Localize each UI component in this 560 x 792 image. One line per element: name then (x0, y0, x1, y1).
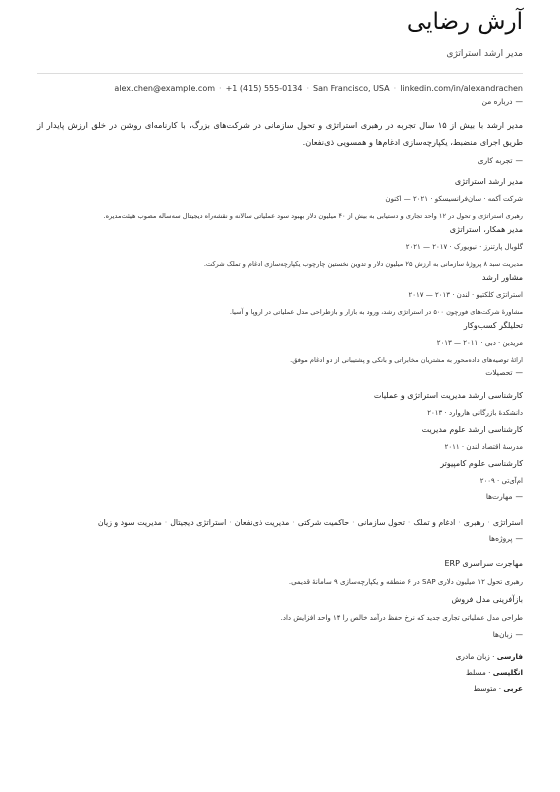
job-meta: استراتژی کلکتیو · لندن · ۲۰۱۳ — ۲۰۱۷ (408, 291, 523, 299)
language-item: فارسی · زبان مادری (455, 652, 523, 661)
project-description: طراحی مدل عملیاتی تجاری جدید که نرخ حفظ درآمد خالص را ۱۴ واحد افزایش داد. (280, 614, 523, 622)
job-meta: شرکت آکمه · سان‌فرانسیسکو · ۲۰۲۱ — اکنون (385, 195, 523, 203)
job-meta: مریدین · دبی · ۲۰۱۱ — ۲۰۱۳ (436, 339, 523, 347)
candidate-title: مدیر ارشد استراتژی (446, 49, 523, 59)
skills-list: استراتژی·رهبری·ادغام و تملک·تحول سازمانی·حاکمیت شرکتی·مدیریت ذی‌نفعان·استراتژی دیجیتال·مدیریت سود و زیان (97, 518, 523, 527)
language-item: انگلیسی · مسلط (466, 668, 523, 677)
job-description: رهبری استراتژی و تحول در ۱۲ واحد تجاری و دستیابی به بیش از ۴۰ میلیون دلار بهبود سود عملیاتی سالانه و نقشه‌راه دیجیتال سه‌ساله مصوب هیئت‌مدیره. (103, 212, 523, 220)
education-meta: مدرسهٔ اقتصاد لندن · ۲۰۱۱ (444, 443, 523, 451)
language-name: عربی (503, 684, 523, 693)
section-heading-projects: —پروژه‌ها (488, 534, 523, 543)
contact-phone[interactable]: +1 (415) 555-0134 (225, 84, 303, 93)
skill-tag: تحول سازمانی (357, 518, 405, 527)
project-item (37, 557, 523, 588)
separator-dot: · (393, 84, 397, 93)
education-item (37, 423, 523, 453)
skill-tag: مدیریت سود و زیان (97, 518, 162, 527)
section-heading-experience: —تجربه کاری (477, 156, 523, 165)
education-item (37, 389, 523, 419)
language-level: متوسط (473, 684, 497, 693)
candidate-name: آرش رضایی (406, 9, 523, 35)
project-description: رهبری تحول ۱۲ میلیون دلاری SAP در ۶ منطقه و یکپارچه‌سازی ۹ سامانهٔ قدیمی. (288, 578, 523, 586)
summary-text: مدیر ارشد با بیش از ۱۵ سال تجربه در رهبری استراتژی و تحول سازمانی در شرکت‌های بزرگ، با کارنامه‌ای روشن در خلق ارزش پایدار از طریق اجرای منضبط، یکپارچه‌سازی ادغام‌ها و همسویی ذی‌نفعان. (37, 120, 523, 147)
separator-dot: · (306, 84, 310, 93)
job-title: مدیر ارشد استراتژی (454, 177, 523, 186)
section-heading-education: —تحصیلات (485, 368, 523, 377)
language-name: انگلیسی (492, 668, 523, 677)
experience-item (37, 319, 523, 366)
education-degree: کارشناسی علوم کامپیوتر (440, 459, 523, 468)
job-meta: گلوبال پارتنرز · نیویورک · ۲۰۱۷ — ۲۰۲۱ (405, 243, 523, 251)
language-item: عربی · متوسط (473, 684, 523, 693)
language-level: مسلط (466, 668, 486, 677)
education-degree: کارشناسی ارشد مدیریت استراتژی و عملیات (373, 391, 523, 400)
education-meta: دانشکدهٔ بازرگانی هاروارد · ۲۰۱۳ (427, 409, 523, 417)
education-item (37, 457, 523, 487)
job-description: مدیریت سبد ۸ پروژهٔ سازمانی به ارزش ۲۵ میلیون دلار و تدوین نخستین چارچوب یکپارچه‌سازی ادغام و تملک شرکت. (203, 260, 523, 268)
project-item (37, 593, 523, 624)
experience-item (37, 223, 523, 270)
skill-tag: حاکمیت شرکتی (297, 518, 350, 527)
section-heading-languages: —زبان‌ها (492, 630, 523, 639)
skill-tag: استراتژی (492, 518, 523, 527)
language-name: فارسی (496, 652, 523, 661)
skill-tag: ادغام و تملک (413, 518, 456, 527)
separator-dot: · (219, 84, 222, 93)
experience-item (37, 175, 523, 222)
job-description: مشاورهٔ شرکت‌های فورچون ۵۰۰ در استراتژی رشد، ورود به بازار و بازطراحی مدل عملیاتی در اروپا و آسیا. (229, 308, 523, 316)
education-degree: کارشناسی ارشد علوم مدیریت (421, 425, 523, 434)
language-level: زبان مادری (455, 652, 490, 661)
job-title: مشاور ارشد (481, 273, 523, 282)
section-heading-skills: —مهارت‌ها (485, 492, 523, 501)
contact-line (37, 83, 523, 95)
skill-tag: رهبری (463, 518, 485, 527)
contact-location: San Francisco, USA (313, 84, 390, 93)
skill-tag: استراتژی دیجیتال (170, 518, 227, 527)
job-title: مدیر همکار، استراتژی (449, 225, 523, 234)
job-title: تحلیلگر کسب‌وکار (463, 321, 523, 330)
contact-linkedin[interactable]: linkedin.com/in/alexandrachen (400, 84, 523, 93)
experience-item (37, 271, 523, 318)
project-title: مهاجرت سراسری ERP (444, 559, 523, 568)
contact-email[interactable]: alex.chen@example.com (114, 84, 216, 93)
education-meta: ام‌آی‌تی · ۲۰۰۹ (479, 477, 523, 485)
project-title: بازآفرینی مدل فروش (451, 595, 523, 604)
job-description: ارائهٔ توصیه‌های داده‌محور به مشتریان مخابراتی و بانکی و پشتیبانی از دو ادغام موفق. (290, 356, 523, 364)
section-heading-about: —درباره من (481, 97, 523, 106)
skill-tag: مدیریت ذی‌نفعان (234, 518, 290, 527)
header-divider (37, 73, 523, 74)
